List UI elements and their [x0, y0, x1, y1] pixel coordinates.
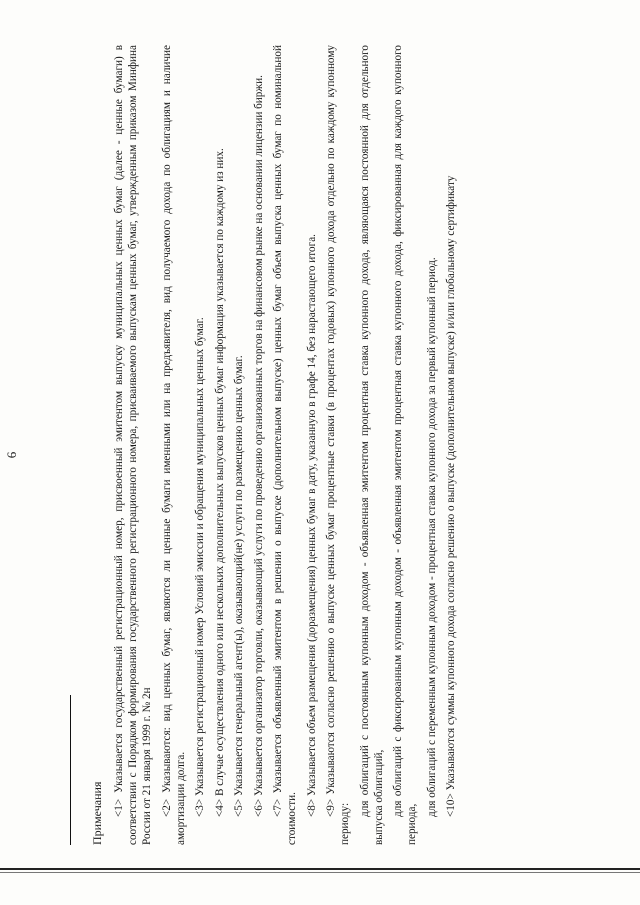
note-9: <9> Указываются согласно решению о выпуске ценных бумаг процентные ставки (в процентах годовых) купонного дохода отдельно по каждому купонному периоду: — [324, 45, 352, 845]
note-7: <7> Указывается объявленный эмитентом в решении о выпуске (дополнительном выпуске) ценных бумаг объем выпуска ценных бумаг по номинальной стоимости. — [271, 45, 299, 845]
note-9-fixed-coupon: для облигаций с фиксированным купонным доходом - объявленная эмитентом процентная ставка купонного дохода, фиксированная для каждого купонного периода, — [392, 45, 419, 845]
note-2: <2> Указываются: вид ценных бумаг, являются ли ценные бумаги именными или на предъявителя, вид получаемого дохода по облигациям и наличие амортизации долга. — [160, 45, 187, 845]
note-4: <4> В случае осуществления одного или нескольких дополнительных выпусков ценных бумаг информация указывается по каждому из них. — [213, 148, 226, 817]
note-5: <5> Указывается генеральный агент(ы), оказывающий(не) услуги по размещению ценных бумаг. — [233, 355, 246, 817]
footnote-separator — [70, 695, 71, 845]
note-6: <6> Указывается организатор торговли, оказывающий услуги по проведению организованных торгов на финансовом рынке на основании лицензии биржи. — [252, 75, 265, 817]
notes-body — [112, 45, 464, 845]
page-number: 6 — [4, 451, 19, 459]
note-1: <1> Указывается государственный регистрационный номер, присвоенный эмитентом выпуску муниципальных ценных бумаг (далее - ценные бумаги) в соответствии с Порядком формирования государственного регистрационного номера, присваиваемого выпускам ценных бумаг, утвержденным приказом Минфина России от 21 января 1999 г. № 2н — [113, 45, 154, 845]
scan-edge-line-secondary — [0, 872, 640, 873]
note-9-constant-coupon: для облигаций с постоянным купонным доходом - объявленная эмитентом процентная ставка купонного дохода, являющаяся постоянной для отдельного выпуска облигаций, — [358, 45, 385, 845]
note-8: <8> Указывается объем размещения (доразмещения) ценных бумаг в дату, указанную в графе 14, без нарастающего итога. — [305, 234, 318, 817]
note-10: <10> Указываются суммы купонного дохода согласно решению о выпуске (дополнительном выпуске) и/или глобальному сертификату — [445, 175, 458, 817]
notes-heading: Примечания — [90, 781, 104, 845]
note-3: <3> Указывается регистрационный номер Условий эмиссии и обращения муниципальных ценных бумаг. — [194, 317, 207, 817]
scan-edge-line — [0, 868, 640, 870]
note-9-variable-coupon: для облигаций с переменным купонным доходом - процентная ставка купонного дохода за первый купонный период. — [425, 257, 438, 817]
